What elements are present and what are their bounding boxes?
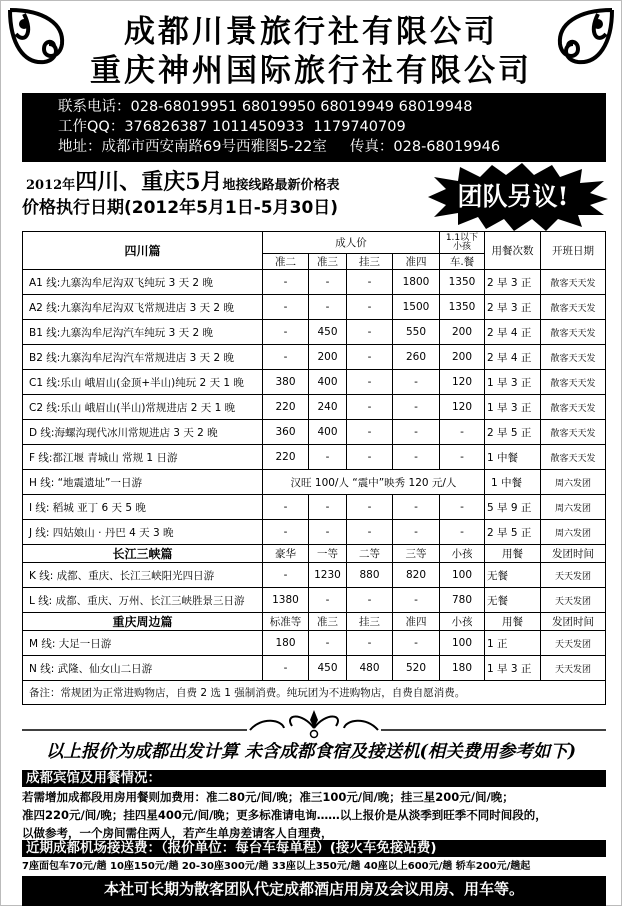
table-cell: 1230 <box>309 563 347 588</box>
table-cell: 2 早 5 正 <box>485 420 541 445</box>
table-cell: - <box>309 270 347 295</box>
table-cell: 820 <box>393 563 440 588</box>
price-heading <box>26 165 340 196</box>
table-cell: - <box>263 563 309 588</box>
table-cell: 120 <box>440 370 485 395</box>
table-cell: - <box>263 520 309 545</box>
table-row <box>23 295 606 320</box>
meals-header: 用餐次数 <box>485 232 541 270</box>
table-cell: 180 <box>263 631 309 656</box>
table-cell: - <box>440 420 485 445</box>
table-cell: 周六发团 <box>541 470 606 495</box>
table-cell: 2 早 4 正 <box>485 320 541 345</box>
table-cell: 1350 <box>440 295 485 320</box>
child-header: 1.1以下小孩 <box>440 232 485 254</box>
table-cell: - <box>347 320 393 345</box>
table-cell: 散客天天发 <box>541 345 606 370</box>
section-sichuan: 四川篇 <box>23 232 263 270</box>
table-cell: 520 <box>393 656 440 681</box>
table-cell: - <box>347 345 393 370</box>
table-row <box>23 495 606 520</box>
table-cell: 散客天天发 <box>541 420 606 445</box>
table-row <box>23 370 606 395</box>
table-cell: 260 <box>393 345 440 370</box>
company-name-1: 成都川景旅行社有限公司 <box>124 14 498 50</box>
table-cell: 二等 <box>347 545 393 563</box>
col-header: 准二 <box>263 254 309 270</box>
table-cell: 1800 <box>393 270 440 295</box>
table-cell: - <box>440 520 485 545</box>
footer-banner: 本社可长期为散客团队代定成都酒店用房及会议用房、用车等。 <box>22 876 606 906</box>
table-cell: L 线: 成都、重庆、万州、长江三峡胜景三日游 <box>23 588 263 613</box>
hotel-title-bar: 成都宾馆及用餐情况： <box>22 770 606 787</box>
table-cell: H 线: “地震遗址”一日游 <box>23 470 263 495</box>
price-table <box>22 231 606 705</box>
table-row <box>23 631 606 656</box>
table-cell: - <box>347 370 393 395</box>
table-cell: 240 <box>309 395 347 420</box>
hotel-line: 以做参考，一个房间需住两人，若产生单房差请客人自理费， <box>22 826 333 840</box>
table-cell: 一等 <box>309 545 347 563</box>
table-cell: 发团时间 <box>541 545 606 563</box>
table-cell: - <box>440 495 485 520</box>
table-cell: A2 线:九寨沟牟尼沟双飞常规进店 3 天 2 晚 <box>23 295 263 320</box>
table-cell: 220 <box>263 445 309 470</box>
table-cell: 散客天天发 <box>541 295 606 320</box>
contact-box <box>22 93 606 162</box>
table-cell: I 线: 稻城 亚丁 6 天 5 晚 <box>23 495 263 520</box>
table-cell: 散客天天发 <box>541 395 606 420</box>
table-cell: - <box>309 631 347 656</box>
table-cell: 1 中餐 <box>485 470 541 495</box>
table-row <box>23 520 606 545</box>
table-cell: 550 <box>393 320 440 345</box>
table-cell: 780 <box>440 588 485 613</box>
table-cell: 2 早 3 正 <box>485 295 541 320</box>
table-cell: 5 早 9 正 <box>485 495 541 520</box>
table-cell: 用餐 <box>485 613 541 631</box>
table-cell: 小孩 <box>440 545 485 563</box>
table-cell: 180 <box>440 656 485 681</box>
table-cell: 汉旺 100/人 “震中”映秀 120 元/人 <box>263 470 485 495</box>
section-header-row <box>23 545 606 563</box>
table-cell: 1500 <box>393 295 440 320</box>
table-cell: 2 早 5 正 <box>485 520 541 545</box>
table-cell: - <box>309 520 347 545</box>
table-cell: - <box>347 270 393 295</box>
table-cell: 无餐 <box>485 588 541 613</box>
table-cell: 200 <box>440 345 485 370</box>
table-cell: - <box>263 295 309 320</box>
table-cell: - <box>347 631 393 656</box>
table-cell: J 线: 四姑娘山 · 丹巴 4 天 3 晚 <box>23 520 263 545</box>
table-row <box>23 563 606 588</box>
table-cell: 100 <box>440 631 485 656</box>
table-cell: 天天发团 <box>541 631 606 656</box>
table-cell: - <box>347 295 393 320</box>
table-cell: - <box>309 295 347 320</box>
table-cell: 220 <box>263 395 309 420</box>
table-cell: 散客天天发 <box>541 445 606 470</box>
table-cell: - <box>393 420 440 445</box>
table-row <box>23 420 606 445</box>
table-cell: - <box>309 445 347 470</box>
table-cell: 散客天天发 <box>541 270 606 295</box>
table-cell: 1 正 <box>485 631 541 656</box>
table-cell: 用餐 <box>485 545 541 563</box>
table-row <box>23 270 606 295</box>
table-cell: F 线:都江堰 青城山 常规 1 日游 <box>23 445 263 470</box>
table-cell: - <box>393 588 440 613</box>
table-row <box>23 395 606 420</box>
table-cell: 380 <box>263 370 309 395</box>
table-cell: N 线: 武隆、仙女山二日游 <box>23 656 263 681</box>
table-cell: 散客天天发 <box>541 370 606 395</box>
table-cell: - <box>393 520 440 545</box>
col-header: 挂三 <box>347 254 393 270</box>
table-cell: 天天发团 <box>541 563 606 588</box>
table-cell: 天天发团 <box>541 656 606 681</box>
qq: 工作QQ：376826387 1011450933 1179740709 <box>58 119 406 135</box>
col-header: 车.餐 <box>440 254 485 270</box>
table-cell: D 线:海螺沟现代冰川常规进店 3 天 2 晚 <box>23 420 263 445</box>
table-row <box>23 470 606 495</box>
table-cell: 周六发团 <box>541 495 606 520</box>
transfer-prices: 7座面包车70元/趟 10座150元/趟 20-30座300元/趟 33座以上350元/趟 40座以上600元/趟 轿车200元/趟起 <box>22 861 531 872</box>
table-cell: 120 <box>440 395 485 420</box>
table-cell: - <box>347 395 393 420</box>
phone: 联系电话：028-68019951 68019950 68019949 68019948 <box>58 99 473 115</box>
dates-header: 开班日期 <box>541 232 606 270</box>
table-cell: - <box>347 588 393 613</box>
table-cell: 880 <box>347 563 393 588</box>
table-cell: - <box>347 420 393 445</box>
table-cell: K 线: 成都、重庆、长江三峡阳光四日游 <box>23 563 263 588</box>
address: 地址：成都市西安南路69号西雅图5-22室 传真：028-68019946 <box>58 139 501 155</box>
hotel-info <box>22 788 547 842</box>
table-cell: - <box>393 445 440 470</box>
table-cell: 重庆周边篇 <box>23 613 263 631</box>
table-row <box>23 656 606 681</box>
table-cell: 200 <box>309 345 347 370</box>
table-cell: 准四 <box>393 613 440 631</box>
table-cell: 2 早 3 正 <box>485 270 541 295</box>
table-row <box>23 445 606 470</box>
table-cell: 天天发团 <box>541 588 606 613</box>
table-cell: - <box>263 495 309 520</box>
heading-suffix: 地接线路最新价格表 <box>222 178 340 193</box>
table-note: 备注：常规团为正常进购物店，自费 2 选 1 强制消费。纯玩团为不进购物店，自费自愿消费。 <box>23 681 606 705</box>
table-cell: 450 <box>309 656 347 681</box>
table-cell: 无餐 <box>485 563 541 588</box>
col-header: 准四 <box>393 254 440 270</box>
table-cell: 标准等 <box>263 613 309 631</box>
table-cell: 长江三峡篇 <box>23 545 263 563</box>
table-cell: - <box>347 520 393 545</box>
col-header: 准三 <box>309 254 347 270</box>
table-cell: 1380 <box>263 588 309 613</box>
table-cell: - <box>393 495 440 520</box>
table-cell: 1 早 3 正 <box>485 656 541 681</box>
table-cell: 挂三 <box>347 613 393 631</box>
table-cell: 100 <box>440 563 485 588</box>
table-cell: - <box>347 445 393 470</box>
pricing-headline: 以上报价为成都出发计算 未含成都食宿及接送机(相关费用参考如下) <box>45 742 577 762</box>
table-cell: 2 早 4 正 <box>485 345 541 370</box>
table-row <box>23 588 606 613</box>
price-dates: 价格执行日期(2012年5月1日-5月30日) <box>22 198 339 218</box>
table-row <box>23 345 606 370</box>
table-cell: 400 <box>309 420 347 445</box>
hotel-line: 若需增加成都段用房用餐则加费用：准二80元/间/晚；准三100元/间/晚；挂三星200元/间/晚； <box>22 790 514 804</box>
section-header-row <box>23 613 606 631</box>
table-cell: A1 线:九寨沟牟尼沟双飞纯玩 3 天 2 晚 <box>23 270 263 295</box>
table-cell: - <box>393 631 440 656</box>
table-cell: - <box>263 320 309 345</box>
table-cell: 散客天天发 <box>541 320 606 345</box>
group-negotiable-burst <box>418 163 608 231</box>
table-cell: 450 <box>309 320 347 345</box>
table-cell: - <box>309 588 347 613</box>
adult-price-header: 成人价 <box>263 232 440 254</box>
table-cell: - <box>440 445 485 470</box>
table-cell: B2 线:九寨沟牟尼沟汽车常规进店 3 天 2 晚 <box>23 345 263 370</box>
table-cell: 1 早 3 正 <box>485 370 541 395</box>
table-cell: 豪华 <box>263 545 309 563</box>
table-cell: 三等 <box>393 545 440 563</box>
transfer-title-bar: 近期成都机场接送费：（报价单位：每台车每单程）(接火车免接站费) <box>22 840 606 857</box>
burst-text: 团队另议! <box>457 182 569 211</box>
table-cell: B1 线:九寨沟牟尼沟汽车纯玩 3 天 2 晚 <box>23 320 263 345</box>
table-cell: 周六发团 <box>541 520 606 545</box>
table-cell: - <box>263 345 309 370</box>
table-cell: 1350 <box>440 270 485 295</box>
table-cell: 400 <box>309 370 347 395</box>
table-cell: - <box>263 656 309 681</box>
table-cell: 1 早 3 正 <box>485 395 541 420</box>
table-cell: 1 中餐 <box>485 445 541 470</box>
table-cell: - <box>347 495 393 520</box>
table-cell: 200 <box>440 320 485 345</box>
heading-main: 四川、重庆5月 <box>75 169 223 195</box>
table-cell: 准三 <box>309 613 347 631</box>
table-row <box>23 320 606 345</box>
table-cell: 480 <box>347 656 393 681</box>
hotel-line: 准四220元/间/晚；挂四星400元/间/晚；更多标准请电询……以上报价是从淡季到旺季不同时间段的， <box>22 808 547 822</box>
table-cell: C1 线:乐山 峨眉山(金顶+半山)纯玩 2 天 1 晚 <box>23 370 263 395</box>
table-cell: M 线: 大足一日游 <box>23 631 263 656</box>
table-cell: - <box>263 270 309 295</box>
table-cell: 发团时间 <box>541 613 606 631</box>
ornamental-divider-icon <box>22 706 606 740</box>
table-cell: - <box>393 395 440 420</box>
table-cell: - <box>309 495 347 520</box>
table-cell: - <box>393 370 440 395</box>
table-cell: C2 线:乐山 峨眉山(半山)常规进店 2 天 1 晚 <box>23 395 263 420</box>
table-cell: 360 <box>263 420 309 445</box>
table-cell: 小孩 <box>440 613 485 631</box>
company-name-2: 重庆神州国际旅行社有限公司 <box>90 53 532 89</box>
heading-year: 2012年 <box>26 178 76 193</box>
